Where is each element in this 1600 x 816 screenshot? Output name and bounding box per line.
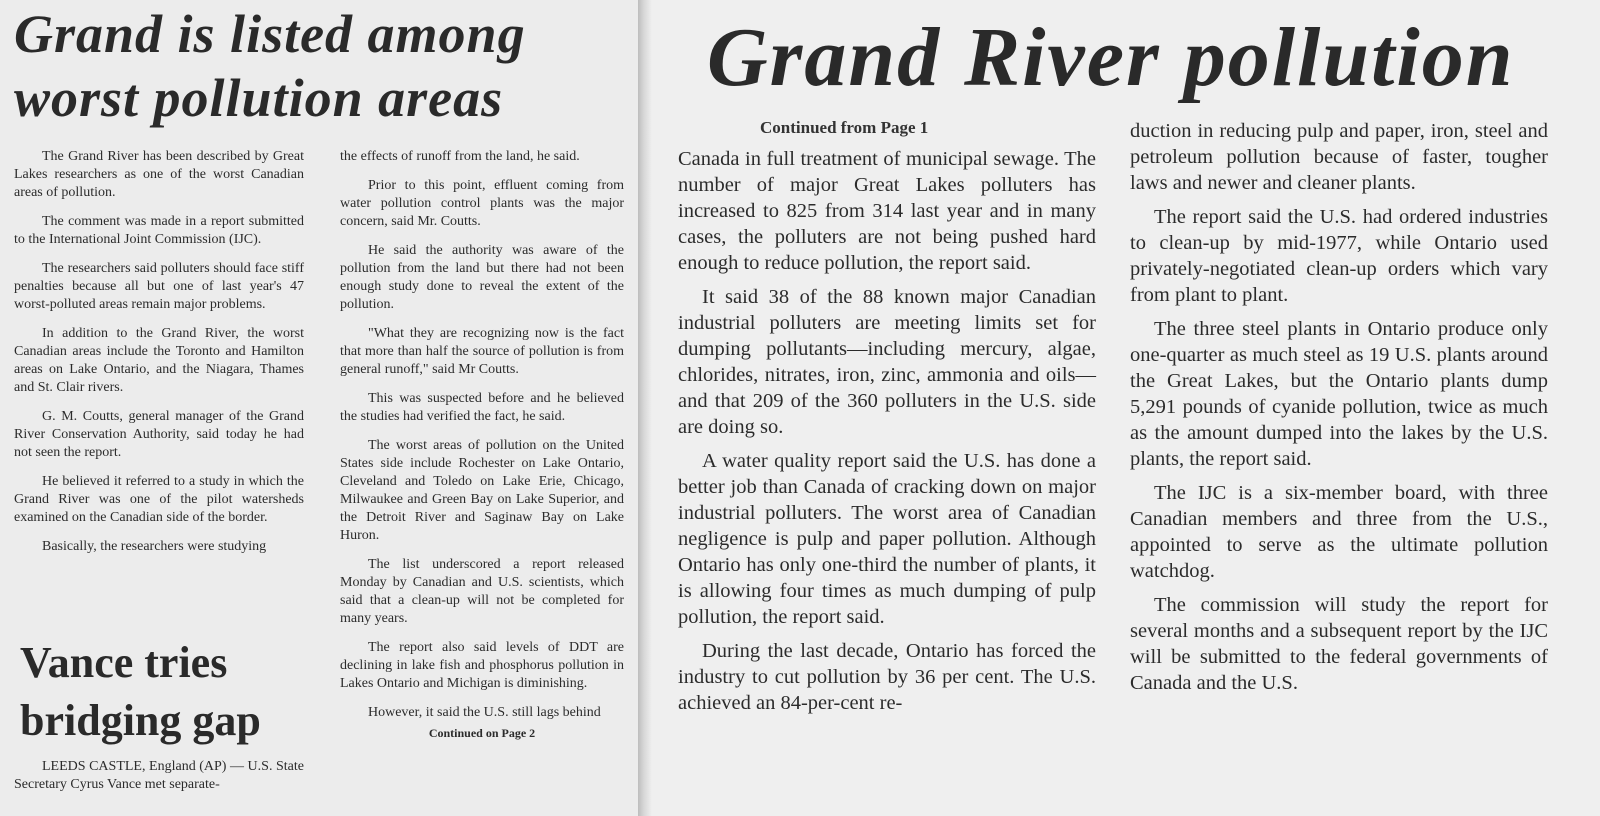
paragraph: During the last decade, Ontario has forced the industry to cut pollution by 36 per cent. The U.S. achieved an 84-per-cent re- (678, 640, 1096, 714)
vance-story (14, 758, 304, 794)
headline-grand-river-pollution: Grand River pollution (707, 11, 1515, 104)
paragraph: Prior to this point, effluent coming from water pollution control plants was the major concern, said Mr. Coutts. (340, 178, 624, 229)
paragraph: the effects of runoff from the land, he said. (340, 149, 580, 164)
paragraph: He said the authority was aware of the pollution from the land but there had not been enough study done to reveal the extent of the pollution. (340, 243, 624, 312)
paragraph: The three steel plants in Ontario produce only one-quarter as much steel as 19 U.S. plants around the Great Lakes, but the Ontario plants dump 5,291 pounds of cyanide pollution, twice as much as the amount dumped into the lakes by the U.S. plants, the report said. (1130, 318, 1548, 470)
paragraph: "What they are recognizing now is the fact that more than half the source of pollution is from general runoff," said Mr Coutts. (340, 326, 624, 377)
paragraph: Basically, the researchers were studying (42, 539, 267, 554)
paragraph: The Grand River has been described by Great Lakes researchers as one of the worst Canadian areas of pollution. (14, 149, 304, 200)
paragraph: In addition to the Grand River, the worst Canadian areas include the Toronto and Hamilton areas on Lake Ontario, and the Niagara, Thames and St. Clair rivers. (14, 326, 304, 395)
right-page (652, 0, 1600, 816)
paragraph: The report also said levels of DDT are declining in lake fish and phosphorus pollution in Lakes Ontario and Michigan is diminishing. (340, 640, 624, 691)
paragraph: G. M. Coutts, general manager of the Grand River Conservation Authority, said today he had not seen the report. (14, 409, 304, 460)
left-column-1 (14, 148, 304, 567)
paragraph: It said 38 of the 88 known major Canadian industrial polluters are meeting limits set for dumping pollutants—including mercury, algae, chlorides, nitrates, iron, zinc, ammonia and oils—and that 209 of the 360 polluters in the U.S. side are doing so. (678, 286, 1096, 438)
paragraph: The comment was made in a report submitted to the International Joint Commission (IJC). (14, 214, 304, 247)
right-column-2 (1130, 118, 1548, 704)
paragraph: The report said the U.S. had ordered industries to clean-up by mid-1977, while Ontario used privately-negotiated clean-up orders which vary from plant to plant. (1130, 206, 1548, 306)
paragraph: The commission will study the report for several months and a subsequent report by the IJC will be submitted to the federal governments of Canada and the U.S. (1130, 594, 1548, 694)
paragraph: A water quality report said the U.S. has done a better job than Canada of cracking down on major industrial polluters. The worst area of Canadian negligence is pulp and paper pollution. Although Ontario has only one-third the number of plants, it is allowing four times as much dumping of pulp pollution, the report said. (678, 450, 1096, 628)
paragraph: The worst areas of pollution on the United States side include Rochester on Lake Ontario, Cleveland and Toledo on Lake Erie, Chicago, Milwaukee and Green Bay on Lake Superior, and the Detroit River and Saginaw Bay on Lake Huron. (340, 438, 624, 543)
continued-from-label: Continued from Page 1 (760, 118, 929, 137)
paragraph: The list underscored a report released Monday by Canadian and U.S. scientists, which said that a clean-up will not be completed for many years. (340, 557, 624, 626)
left-column-2 (340, 148, 624, 742)
paragraph: The researchers said polluters should face stiff penalties because all but one of last year's 47 worst-polluted areas remain major problems. (14, 261, 304, 312)
right-column-1 (678, 146, 1096, 724)
paragraph: This was suspected before and he believed the studies had verified the fact, he said. (340, 391, 624, 424)
headline-vance: Vance tries bridging gap (20, 638, 261, 745)
paragraph: duction in reducing pulp and paper, iron, steel and petroleum pollution because of faster, tougher laws and newer and cleaner plants. (1130, 120, 1548, 194)
paragraph: He believed it referred to a study in which the Grand River was one of the pilot watersheds examined on the Canadian side of the border. (14, 474, 304, 525)
page-gutter (638, 0, 652, 816)
headline-grand-listed: Grand is listed among worst pollution areas (14, 4, 526, 128)
paragraph: However, it said the U.S. still lags behind (368, 705, 601, 720)
paragraph: Canada in full treatment of municipal sewage. The number of major Great Lakes polluters has increased to 825 from 314 last year and in many cases, the polluters are not being pushed hard enough to reduce pollution, the report said. (678, 148, 1096, 274)
continued-on-label: Continued on Page 2 (428, 726, 536, 740)
left-page (0, 0, 640, 816)
paragraph: LEEDS CASTLE, England (AP) — U.S. State Secretary Cyrus Vance met separate- (14, 759, 304, 792)
paragraph: The IJC is a six-member board, with three Canadian members and three from the U.S., appointed to serve as the ultimate pollution watchdog. (1130, 482, 1548, 582)
